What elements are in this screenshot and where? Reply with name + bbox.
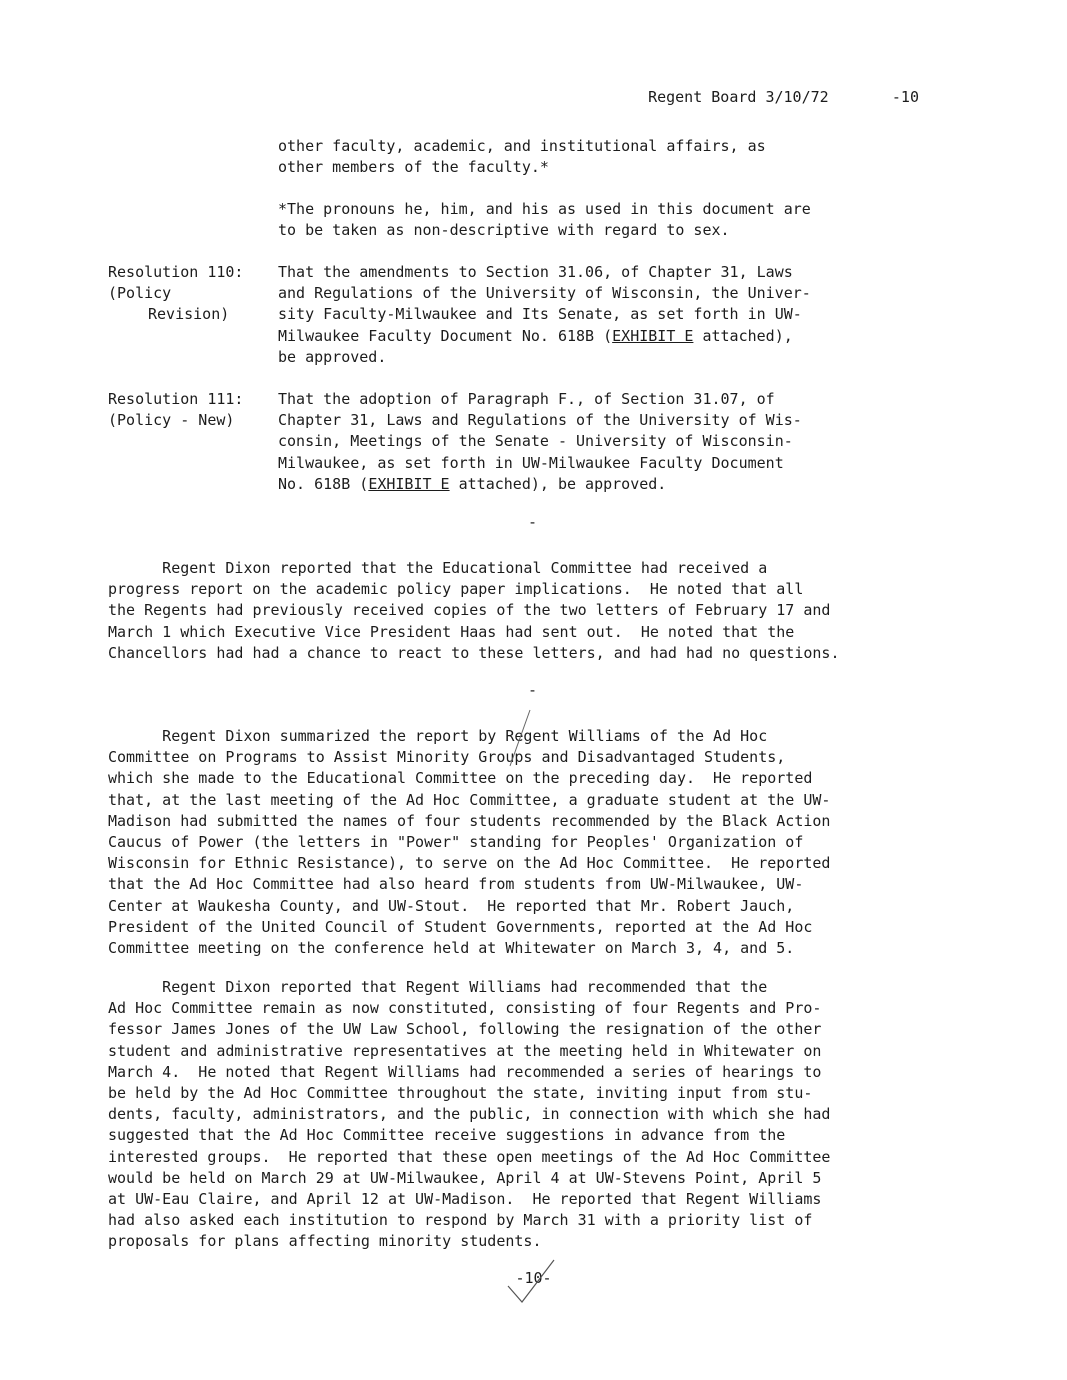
page-footer-number: -10- <box>515 1269 552 1287</box>
text-line: Chancellors had had a chance to react to these letters, and had had no questions. <box>108 643 840 662</box>
exhibit-reference: EXHIBIT E <box>612 326 694 345</box>
resolution-type: Revision) <box>148 305 230 324</box>
exhibit-reference: EXHIBIT E <box>368 474 450 493</box>
text-line: Madison had submitted the names of four students recommended by the Black Action <box>108 811 831 830</box>
text-line: Regent Dixon reported that Regent Williams had recommended that the <box>108 978 768 996</box>
text-line: Chapter 31, Laws and Regulations of the University of Wis- <box>278 411 802 430</box>
text-line: President of the United Council of Student Governments, reported at the Ad Hoc <box>108 917 813 936</box>
text-line: March 4. He noted that Regent Williams had recommended a series of hearings to <box>108 1062 822 1081</box>
text-line: March 1 which Executive Vice President Haas had sent out. He noted that the <box>108 622 795 641</box>
resolution-111-label <box>108 389 243 431</box>
text-line: Caucus of Power (the letters in "Power" standing for Peoples' Organization of <box>108 833 804 852</box>
resolution-type: (Policy <box>108 284 172 303</box>
text-line: at UW-Eau Claire, and April 12 at UW-Madison. He reported that Regent Williams <box>108 1190 822 1209</box>
text-line: Wisconsin for Ethnic Resistance), to serve on the Ad Hoc Committee. He reported <box>108 854 831 873</box>
handwritten-slash-mark <box>500 708 540 768</box>
text-line: That the amendments to Section 31.06, of Chapter 31, Laws <box>278 263 793 281</box>
text-line: sity Faculty-Milwaukee and Its Senate, as set forth in UW- <box>278 305 802 324</box>
handwritten-check-mark <box>500 1258 560 1308</box>
text-line: *The pronouns he, him, and his as used in this document are <box>278 200 811 218</box>
resolution-111-text <box>278 389 802 495</box>
text-line: Milwaukee, as set forth in UW-Milwaukee Faculty Document <box>278 453 784 472</box>
text-line: suggested that the Ad Hoc Committee receive suggestions in advance from the <box>108 1126 786 1145</box>
section-separator: - <box>528 681 538 699</box>
text-line: which she made to the Educational Committee on the preceding day. He reported <box>108 769 813 788</box>
text-line: Ad Hoc Committee remain as now constituted, consisting of four Regents and Pro- <box>108 999 822 1018</box>
page-header <box>630 70 945 106</box>
text-line: would be held on March 29 at UW-Milwaukee, April 4 at UW-Stevens Point, April 5 <box>108 1168 822 1187</box>
text-line: be approved. <box>278 347 387 366</box>
text-line: Committee on Programs to Assist Minority Groups and Disadvantaged Students, <box>108 748 786 767</box>
text-line: proposals for plans affecting minority students. <box>108 1232 542 1251</box>
continuation-text <box>278 136 766 178</box>
resolution-number: Resolution 111: <box>108 390 244 408</box>
resolution-number: Resolution 110: <box>108 263 244 281</box>
text-line: interested groups. He reported that these open meetings of the Ad Hoc Committee <box>108 1147 831 1166</box>
text-line: dents, faculty, administrators, and the public, in connection with which she had <box>108 1105 831 1124</box>
text-line: other members of the faculty.* <box>278 158 549 177</box>
text-line: to be taken as non-descriptive with regard to sex. <box>278 221 730 240</box>
section-separator: - <box>528 513 538 531</box>
text-line: that, at the last meeting of the Ad Hoc Committee, a graduate student at the UW- <box>108 790 831 809</box>
text-line: Regent Dixon reported that the Educational Committee had received a <box>108 559 768 577</box>
text-line: and Regulations of the University of Wisconsin, the Univer- <box>278 284 811 303</box>
paragraph-academic-policy <box>108 558 840 664</box>
text-line: be held by the Ad Hoc Committee throughout the state, inviting input from stu- <box>108 1084 813 1103</box>
text-line: the Regents had previously received copies of the two letters of February 17 and <box>108 601 831 620</box>
text-line: progress report on the academic policy paper implications. He noted that all <box>108 580 804 599</box>
header-title: Regent Board 3/10/72 <box>648 88 829 106</box>
paragraph-ad-hoc-hearings <box>108 977 830 1253</box>
text-line: Committee meeting on the conference held at Whitewater on March 3, 4, and 5. <box>108 939 795 958</box>
resolution-110-label <box>108 262 243 326</box>
text-line: student and administrative representatives at the meeting held in Whitewater on <box>108 1041 822 1060</box>
header-page-number: -10 <box>891 88 919 106</box>
resolution-type: (Policy - New) <box>108 411 235 430</box>
resolution-110-text <box>278 262 811 368</box>
footnote <box>278 199 811 241</box>
text-line: No. 618B (EXHIBIT E attached), be approved. <box>278 474 667 493</box>
text-line: That the adoption of Paragraph F., of Section 31.07, of <box>278 390 775 408</box>
text-line: Regent Dixon summarized the report by Regent Williams of the Ad Hoc <box>108 727 768 745</box>
text-line: had also asked each institution to respond by March 31 with a priority list of <box>108 1211 813 1230</box>
text-line: Milwaukee Faculty Document No. 618B (EXHIBIT E attached), <box>278 326 793 345</box>
text-line: that the Ad Hoc Committee had also heard from students from UW-Milwaukee, UW- <box>108 875 804 894</box>
text-line: fessor James Jones of the UW Law School, following the resignation of the other <box>108 1020 822 1039</box>
paragraph-ad-hoc-report <box>108 726 830 959</box>
text-line: consin, Meetings of the Senate - University of Wisconsin- <box>278 432 793 451</box>
text-line: other faculty, academic, and institutional affairs, as <box>278 137 766 155</box>
text-line: Center at Waukesha County, and UW-Stout. He reported that Mr. Robert Jauch, <box>108 896 795 915</box>
